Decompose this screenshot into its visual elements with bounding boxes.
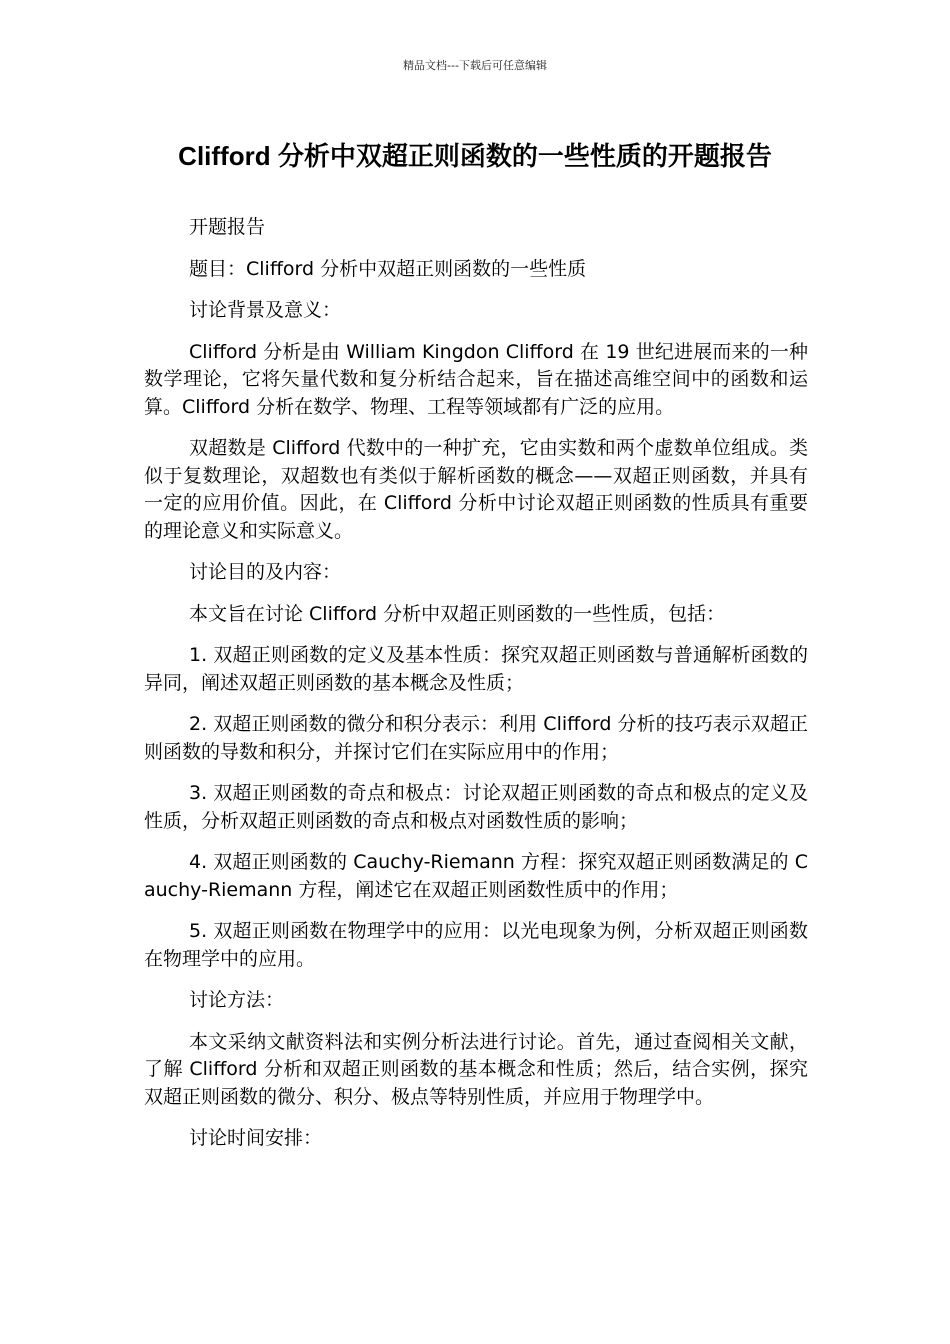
section-heading-background: 讨论背景及意义： bbox=[189, 299, 342, 321]
objective-item-4: 4. 双超正则函数的 Cauchy-Riemann 方程：探究双超正则函数满足的 Cauchy-Riemann 方程，阐述它在双超正则函数性质中的作用； bbox=[144, 851, 808, 901]
background-paragraph-2: 双超数是 Clifford 代数中的一种扩充，它由实数和两个虚数单位组成。类似于复数理论，双超数也有类似于解析函数的概念——双超正则函数，并具有一定的应用价值。因此，在 Clifford 分析中讨论双超正则函数的性质具有重要的理论意义和实际意义。 bbox=[144, 437, 808, 542]
objective-item-2: 2. 双超正则函数的微分和积分表示：利用 Clifford 分析的技巧表示双超正则函数的导数和积分，并探讨它们在实际应用中的作用； bbox=[144, 713, 808, 763]
objective-item-1: 1. 双超正则函数的定义及基本性质：探究双超正则函数与普通解析函数的异同，阐述双超正则函数的基本概念及性质； bbox=[144, 644, 808, 694]
section-heading-objectives: 讨论目的及内容： bbox=[189, 561, 342, 583]
section-label-report: 开题报告 bbox=[189, 216, 266, 238]
section-heading-schedule: 讨论时间安排： bbox=[189, 1127, 323, 1149]
objective-item-3: 3. 双超正则函数的奇点和极点：讨论双超正则函数的奇点和极点的定义及性质，分析双超正则函数的奇点和极点对函数性质的影响； bbox=[144, 782, 808, 832]
methods-paragraph: 本文采纳文献资料法和实例分析法进行讨论。首先，通过查阅相关文献，了解 Clifford 分析和双超正则函数的基本概念和性质；然后，结合实例，探究双超正则函数的微分、积分、极点等特别性质，并应用于物理学中。 bbox=[144, 1030, 808, 1108]
objectives-intro: 本文旨在讨论 Clifford 分析中双超正则函数的一些性质，包括： bbox=[189, 602, 726, 625]
document-title: Clifford 分析中双超正则函数的一些性质的开题报告 bbox=[178, 141, 772, 171]
topic-line: 题目：Clifford 分析中双超正则函数的一些性质 bbox=[189, 257, 587, 280]
document-body bbox=[144, 214, 808, 1167]
background-paragraph-1: Clifford 分析是由 William Kingdon Clifford 在 19 世纪进展而来的一种数学理论，它将矢量代数和复分析结合起来，旨在描述高维空间中的函数和运算。Clifford 分析在数学、物理、工程等领域都有广泛的应用。 bbox=[144, 340, 808, 418]
section-heading-methods: 讨论方法： bbox=[189, 989, 285, 1011]
objective-item-5: 5. 双超正则函数在物理学中的应用：以光电现象为例，分析双超正则函数在物理学中的应用。 bbox=[144, 920, 808, 970]
page-header-note: 精品文档---下载后可任意编辑 bbox=[403, 59, 547, 72]
